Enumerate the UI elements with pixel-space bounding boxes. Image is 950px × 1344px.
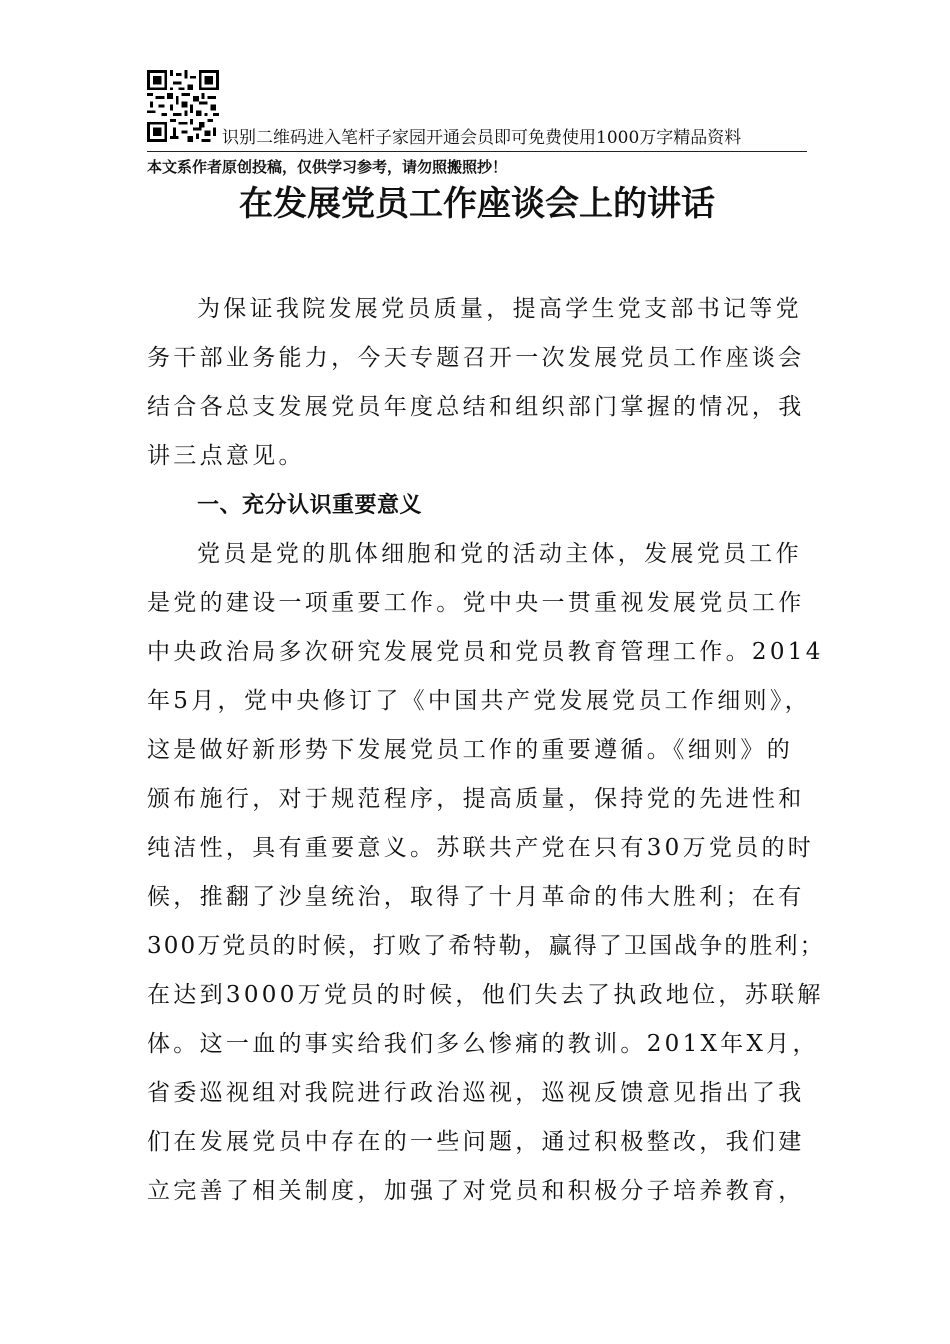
copyright-disclaimer: 本文系作者原创投稿，仅供学习参考，请勿照搬照抄！ [147,158,508,176]
paragraph-line: 为保证我院发展党员质量，提高学生党支部书记等党 [197,296,802,322]
paragraph-line: 省委巡视组对我院进行政治巡视，巡视反馈意见指出了我 [147,1080,805,1106]
paragraph-line: 立完善了相关制度，加强了对党员和积极分子培养教育， [147,1178,805,1204]
paragraph-line: 颁布施行，对于规范程序，提高质量，保持党的先进性和 [147,786,805,812]
paragraph-line: 是党的建设一项重要工作。党中央一贯重视发展党员工作 [147,590,805,616]
document-title: 在发展党员工作座谈会上的讲话 [239,184,715,224]
paragraph-line: 中央政治局多次研究发展党员和党员教育管理工作。2014 [147,639,824,665]
header-banner: 识别二维码进入笔杆子家园开通会员即可免费使用1000万字精品资料 [222,128,742,148]
paragraph-line: 务干部业务能力，今天专题召开一次发展党员工作座谈会 [147,345,805,371]
section-heading: 一、充分认识重要意义 [197,493,423,518]
paragraph-line: 300万党员的时候，打败了希特勒，赢得了卫国战争的胜利； [147,933,825,959]
paragraph-line: 这是做好新形势下发展党员工作的重要遵循。《细则》的 [147,737,793,763]
header-divider [147,151,807,152]
paragraph-line: 结合各总支发展党员年度总结和组织部门掌握的情况，我 [147,394,805,420]
paragraph-line: 候，推翻了沙皇统治，取得了十月革命的伟大胜利；在有 [147,884,805,910]
paragraph-line: 体。这一血的事实给我们多么惨痛的教训。201X年X月， [147,1031,819,1057]
qr-code-icon[interactable] [147,70,219,142]
paragraph-line: 在达到3000万党员的时候，他们失去了执政地位，苏联解 [147,982,824,1008]
paragraph-line: 党员是党的肌体细胞和党的活动主体，发展党员工作 [197,541,802,567]
paragraph-line: 们在发展党员中存在的一些问题，通过积极整改，我们建 [147,1129,805,1155]
paragraph-line: 年5月，党中央修订了《中国共产党发展党员工作细则》， [147,688,811,714]
paragraph-line: 纯洁性，具有重要意义。苏联共产党在只有30万党员的时 [147,835,815,861]
paragraph-line: 讲三点意见。 [147,443,305,469]
document-body [147,285,827,1216]
